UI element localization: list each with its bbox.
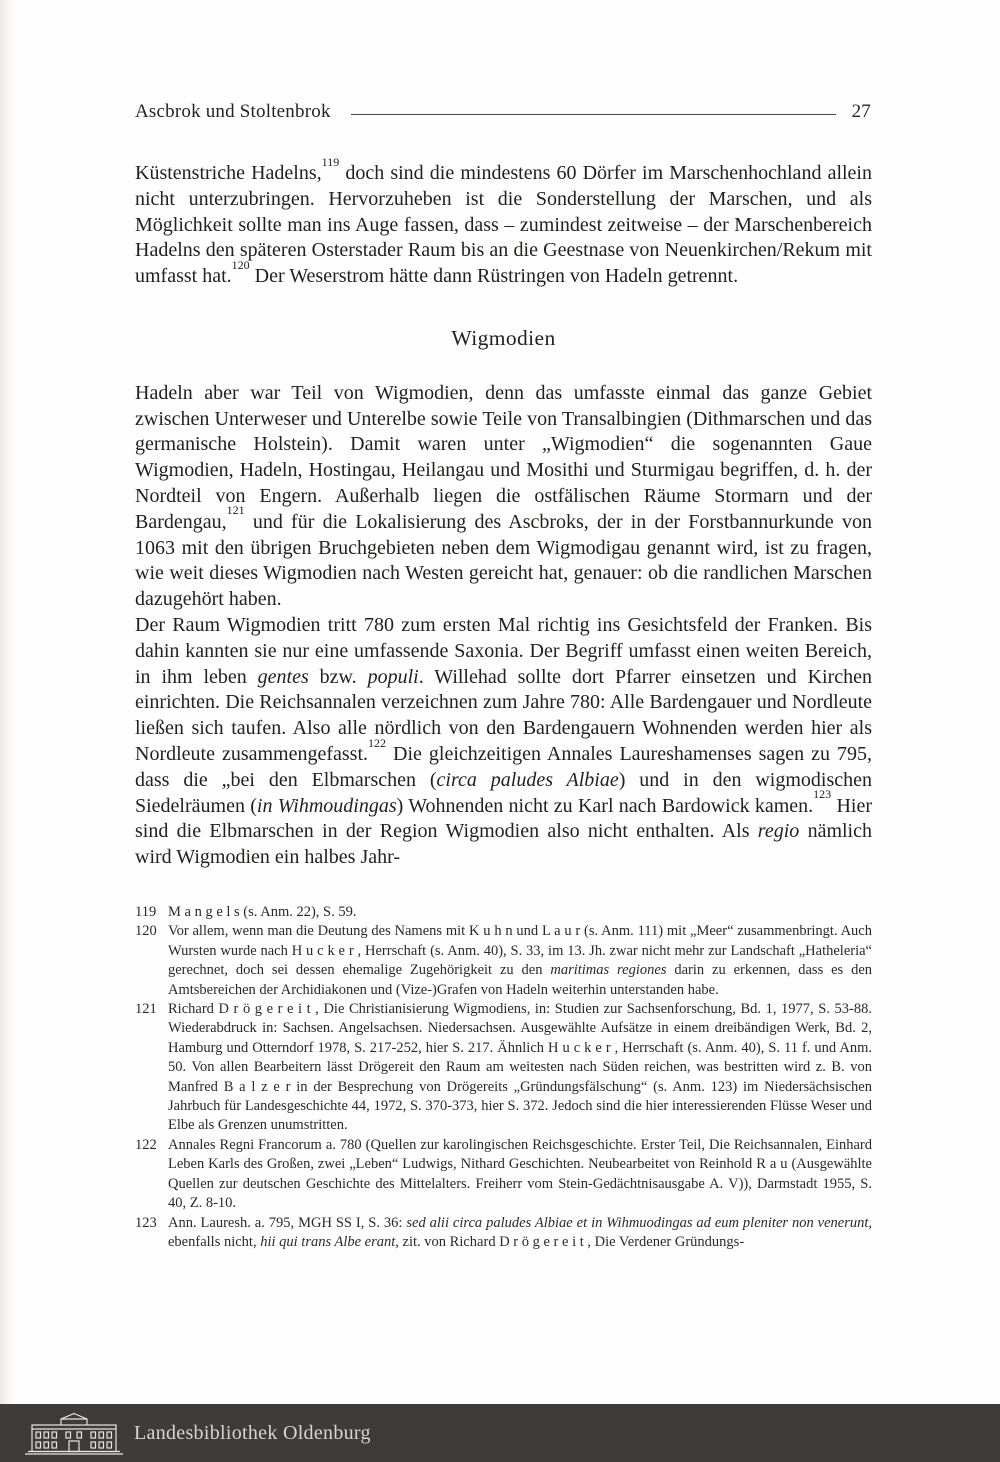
footnote-text: Ann. Lauresh. a. 795, MGH SS I, S. 36: sed alii circa paludes Albiae et in Wihmuodingas ad eum pleniter non venerunt, ebenfalls nicht, hii qui trans Albe erant, zit. von Richard D r ö g e r e i t , Die Verdener Gründungs- xyxy=(168,1214,872,1250)
running-header xyxy=(135,101,871,123)
paragraph-1: Küstenstriche Hadelns,$^{119}$ doch sind die mindestens 60 Dörfer im Marschenhochland allein nicht unterzubringen. Hervorzuheben ist die Sonderstellung der Marschen, und als Möglichkeit sollte man ins Auge fassen, dass – zumindest zeitweise – der Marschenbereich Hadelns den späteren Osterstader Raum bis an die Geestnase von Neuenkirchen/Rekum mit umfasst hat.$^{120}$ Der Weserstrom hätte dann Rüstringen von Hadeln getrennt. xyxy=(135,154,872,288)
footnote-text: Vor allem, wenn man die Deutung des Namens mit K u h n und L a u r (s. Anm. 111) mit „Meer“ zusammenbringt. Auch Wursten wurde nach H u c k e r , Herrschaft (s. Anm. 40), S. 33, im 13. Jh. zwar nicht mehr zur Landschaft „Hatheleria“ gerechnet, doch sei dessen ehemalige Zugehörigkeit zu den maritimas regiones darin zu erkennen, dass es den Amtsbereichen der Archidiakonen und (Vize-)Grafen von Hadeln weiterhin unterstanden habe. xyxy=(168,923,873,998)
footnote xyxy=(135,1214,872,1253)
footnote-number: 122 xyxy=(135,1136,157,1153)
library-name: Landesbibliothek Oldenburg xyxy=(134,1421,371,1444)
header-rule xyxy=(351,114,836,115)
footnote-number: 121 xyxy=(135,1001,157,1018)
main-text-block xyxy=(135,154,873,871)
running-header-title: Ascbrok und Stoltenbrok xyxy=(135,101,331,122)
footnote xyxy=(135,1000,872,1136)
footnote-text: M a n g e l s (s. Anm. 22), S. 59. xyxy=(168,904,357,920)
footnote-number: 119 xyxy=(135,904,157,920)
paragraph-2: Hadeln aber war Teil von Wigmodien, denn das umfasste einmal das ganze Gebiet zwischen Unterweser und Unterelbe sowie Teile von Transalbingien (Dithmarschen und das germanische Holstein). Damit waren unter „Wigmodien“ die sogenannten Gaue Wigmodien, Hadeln, Hostingau, Heilangau und Mosithi und Sturmigau begriffen, d. h. der Nordteil von Engern. Außerhalb liegen die ostfälischen Räume Stormarn und der Bardengau,$^{121}$ und für die Lokalisierung des Ascbroks, der in der Forstbannurkunde von 1063 mit den übrigen Bruchgebieten neben dem Wigmodigau genannt wird, ist zu fragen, wie weit dieses Wigmodien nach Westen gereicht hat, genauer: ob die randlichen Marschen dazugehört haben. xyxy=(135,381,872,611)
footnote xyxy=(135,903,872,922)
footnote xyxy=(135,922,872,1000)
footnote-text: Annales Regni Francorum a. 780 (Quellen zur karolingischen Reichsgeschichte. Erster Teil, Die Reichsannalen, Einhard Leben Karls des Großen, zwei „Leben“ Ludwigs, Nithard Geschichten. Neubearbeitet von Reinhold R a u (Ausgewählte Quellen zur deutschen Geschichte des Mittelalters. Freiherr vom Stein-Gedächtnisausgabe A. V)), Darmstadt 1955, S. 40, Z. 8-10. xyxy=(168,1136,872,1212)
paragraph-3: Der Raum Wigmodien tritt 780 zum ersten Mal richtig ins Gesichtsfeld der Franken. Bis dahin kannten sie nur eine umfassende Saxonia. Der Begriff umfasst einen weiten Bereich, in ihm leben gentes bzw. populi. Willehad sollte dort Pfarrer einsetzen und Kirchen einrichten. Die Reichsannalen verzeichnen zum Jahre 780: Alle Bardengauer und Nordleute ließen sich taufen. Also alle nördlich von den Bardengauern Wohnenden werden hier als Nordleute zusammengefasst.$^{122}$ Die gleichzeitigen Annales Laureshamenses sagen zu 795, dass die „bei den Elbmarschen (circa paludes Albiae) und in den wigmodischen Siedelräumen (in Wihmoudingas) Wohnenden nicht zu Karl nach Bardowick kamen.$^{123}$ Hier sind die Elbmarschen in der Region Wigmodien also nicht enthalten. Als regio nämlich wird Wigmodien ein halbes Jahr- xyxy=(135,613,873,869)
footnotes-section xyxy=(135,903,872,1252)
library-building-icon xyxy=(24,1410,124,1456)
footnote-number: 120 xyxy=(135,923,157,940)
section-heading: Wigmodien xyxy=(451,325,556,350)
footnote-number: 123 xyxy=(135,1214,157,1231)
footnote xyxy=(135,1136,872,1214)
page-number: 27 xyxy=(851,101,871,122)
footnote-text: Richard D r ö g e r e i t , Die Christianisierung Wigmodiens, in: Studien zur Sachsenforschung, Bd. 1, 1977, S. 53-88. Wiederabdruck in: Sachsen. Angelsachsen. Niedersachsen. Ausgewählte Aufsätze in einem dreibändigen Werk, Bd. 2, Hamburg und Otterndorf 1978, S. 217-252, hier S. 217. Ähnlich H u c k e r , Herrschaft (s. Anm. 40), S. 11 f. und Anm. 50. Von allen Bearbeitern lässt Drögereit den Raum am weitesten nach Süden reichen, was bestritten wird z. B. von Manfred B a l z e r in der Besprechung von Drögereits „Gründungsfälschung“ (s. Anm. 123) im Niedersächsischen Jahrbuch für Landesgeschichte 44, 1972, S. 370-373, hier S. 372. Jedoch sind die hier interessierenden Flüsse Weser und Elbe als Grenzen unumstritten. xyxy=(168,1001,872,1134)
library-footer-bar xyxy=(0,1404,1000,1462)
